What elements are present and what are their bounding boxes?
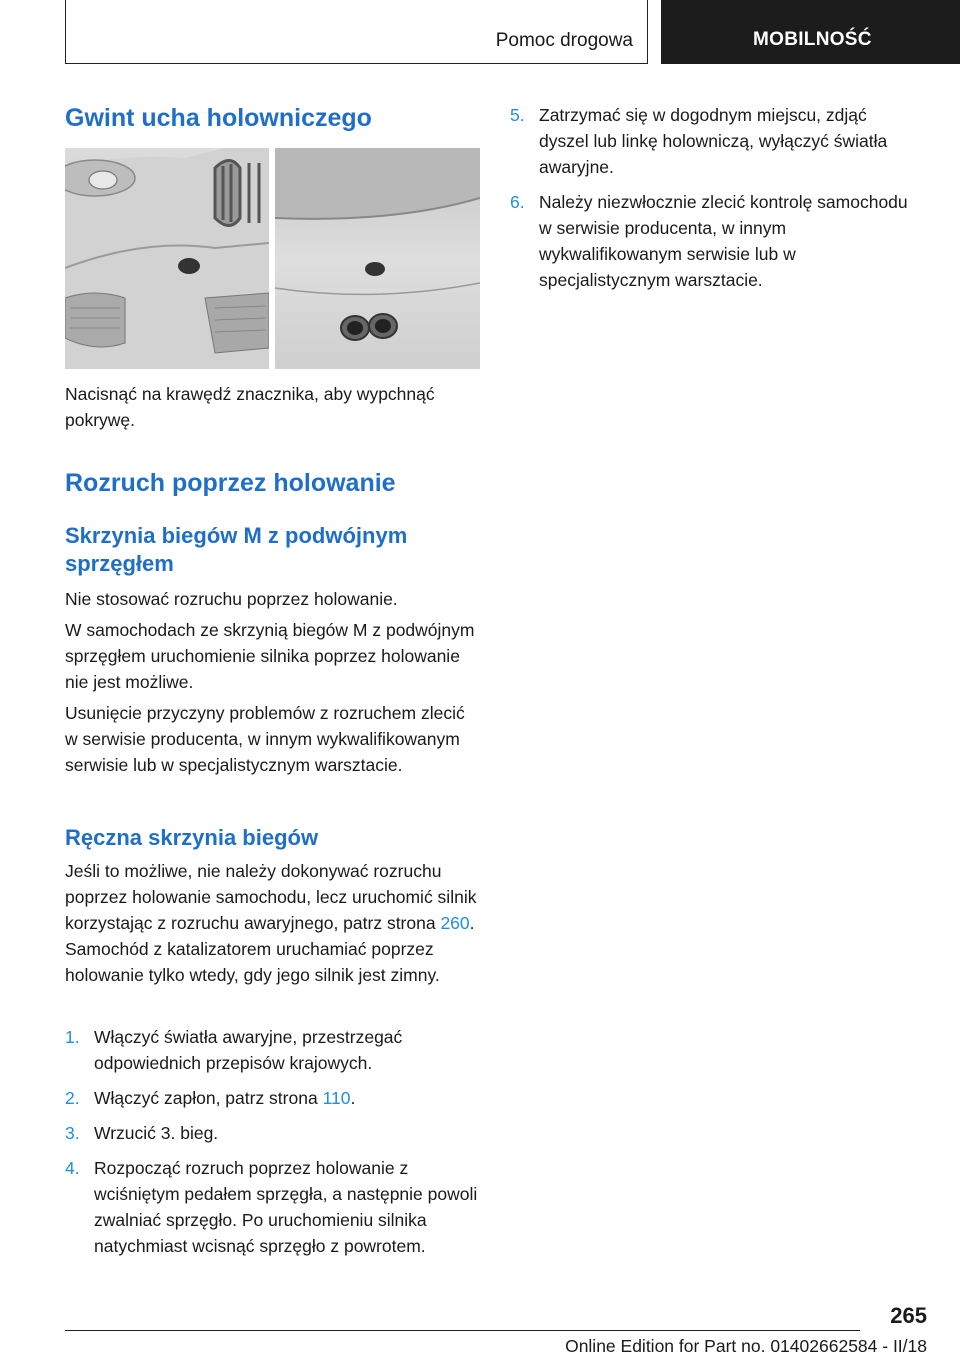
step-number: 6. (510, 192, 525, 212)
chapter-tab (65, 0, 648, 64)
step-number: 5. (510, 105, 525, 125)
step-text: Zatrzymać się w dogodnym miejscu, zdjąć dyszel lub linkę holowniczą, wyłączyć światła awaryjne. (539, 105, 888, 177)
list-item (65, 1024, 480, 1076)
paragraph-repair-advice: Usunięcie przyczyny problemów z rozruchem zlecić w serwisie producenta, w innym wykwalifikowanym serwisie lub w specjalistycznym warsztacie. (65, 703, 465, 775)
list-item (65, 1155, 480, 1259)
step-number: 3. (65, 1123, 80, 1143)
paragraph-manual-gearbox (65, 858, 480, 988)
rear-bumper-image (275, 148, 480, 369)
paragraph-dual-clutch-info: W samochodach ze skrzynią biegów M z podwójnym sprzęgłem uruchomienie silnika poprzez holowanie nie jest możliwe. (65, 620, 475, 692)
list-item (65, 1120, 480, 1146)
page-ref-260[interactable]: 260 (440, 913, 470, 933)
page-number: 265 (890, 1303, 927, 1328)
front-bumper-image (65, 148, 269, 369)
subheading-dual-clutch: Skrzynia biegów M z podwójnym sprzęgłem (65, 523, 408, 576)
paragraph-text-a: Jeśli to możliwe, nie należy dokonywać rozruchu poprzez holowanie samochodu, lecz uruchomić silnik korzystając z rozruchu awaryjnego, patrz strona (65, 861, 477, 933)
section-badge (661, 0, 960, 64)
page-ref-110[interactable]: 110 (322, 1088, 351, 1108)
step-text: Włączyć światła awaryjne, przestrzegać odpowiednich przepisów krajowych. (94, 1027, 403, 1073)
paragraph-text-b: . Samochód z katalizatorem uruchamiać poprzez holowanie tylko wtedy, gdy jego silnik jest zimny. (65, 913, 475, 985)
steps-list-left (65, 1024, 480, 1268)
step-text: Należy niezwłocznie zlecić kontrolę samochodu w serwisie producenta, w innym wykwalifikowanym serwisie lub w specjalistycznym warsztacie. (539, 192, 908, 290)
footer-divider (65, 1330, 860, 1331)
step-text: Włączyć zapłon, patrz strona (94, 1088, 323, 1108)
step-number: 1. (65, 1027, 80, 1047)
step-number: 2. (65, 1088, 80, 1108)
list-item (510, 189, 920, 293)
section-heading-tow-start: Rozruch poprzez holowanie (65, 469, 396, 497)
figure-caption: Nacisnąć na krawędź znacznika, aby wypchnąć pokrywę. (65, 384, 435, 430)
section-title: MOBILNOŚĆ (753, 29, 872, 50)
subheading-manual-gearbox: Ręczna skrzynia biegów (65, 825, 319, 850)
section-heading-tow-eye-thread: Gwint ucha holowniczego (65, 104, 372, 132)
steps-list-right (510, 102, 920, 302)
list-item (65, 1085, 480, 1111)
chapter-title: Pomoc drogowa (495, 30, 633, 51)
step-text: Wrzucić 3. bieg. (94, 1123, 219, 1143)
list-item (510, 102, 920, 180)
paragraph-no-tow-start: Nie stosować rozruchu poprzez holowanie. (65, 589, 398, 609)
edition-note: Online Edition for Part no. 01402662584 - II/18 (565, 1336, 927, 1356)
tow-eye-figure (65, 148, 480, 369)
step-number: 4. (65, 1158, 80, 1178)
step-text: Rozpocząć rozruch poprzez holowanie z wciśniętym pedałem sprzęgła, a następnie powoli zwalniać sprzęgło. Po uruchomieniu silnika natychmiast wcisnąć sprzęgło z powrotem. (94, 1158, 478, 1256)
step-text-end: . (350, 1088, 356, 1108)
